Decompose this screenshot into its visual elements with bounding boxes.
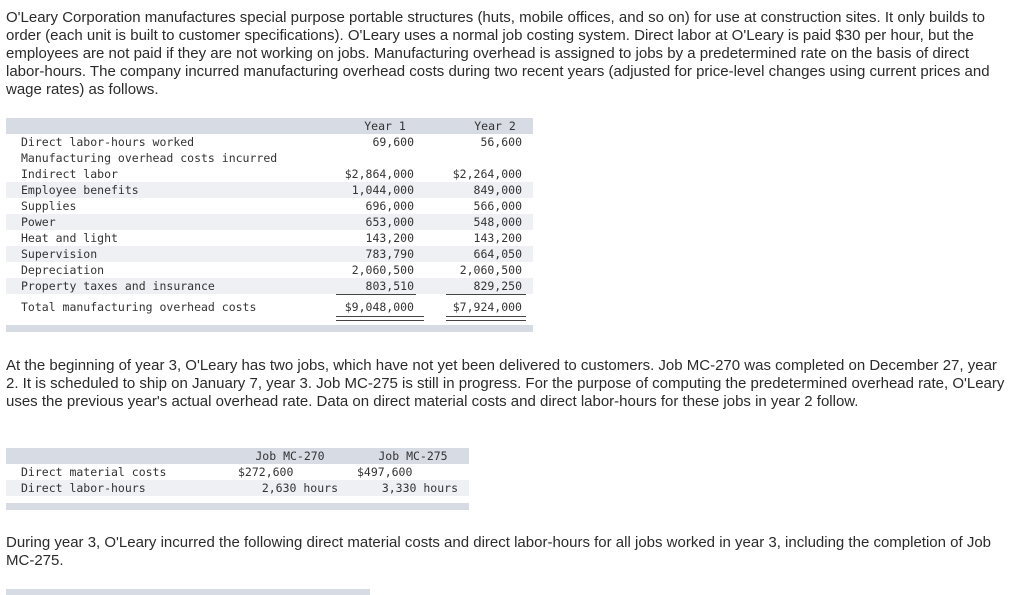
table-footer-band bbox=[6, 325, 533, 332]
cell-y2: 849,000 bbox=[473, 183, 522, 197]
cell-mc270: $272,600 bbox=[238, 465, 294, 479]
cell-y1: 696,000 bbox=[365, 199, 414, 213]
total-double-rule bbox=[336, 316, 424, 321]
row-label: Employee benefits bbox=[21, 183, 139, 197]
total-label: Total manufacturing overhead costs bbox=[21, 300, 257, 314]
next-table-band bbox=[6, 589, 370, 595]
year3-paragraph: During year 3, O'Leary incurred the following direct material costs and direct labor-hours for all jobs worked in year 3, including the completion of Job MC-275. bbox=[6, 534, 992, 569]
cell-dlh-y1: 69,600 bbox=[372, 135, 414, 149]
subtotal-rule bbox=[446, 294, 526, 295]
cell-y1: 143,200 bbox=[365, 231, 414, 245]
cell-mc275: $497,600 bbox=[357, 465, 413, 479]
row-label-dlh: Direct labor-hours worked bbox=[21, 135, 195, 149]
row-label: Direct material costs bbox=[21, 465, 167, 479]
cell-y1: 783,790 bbox=[365, 247, 414, 261]
subtotal-rule bbox=[336, 294, 416, 295]
row-label: Direct labor-hours bbox=[21, 481, 146, 495]
cell-y1: 653,000 bbox=[365, 215, 414, 229]
col-header-mc275: Job MC-275 bbox=[378, 449, 448, 463]
cell-y1: 1,044,000 bbox=[351, 183, 414, 197]
row-label: Depreciation bbox=[21, 263, 105, 277]
total-y2: $7,924,000 bbox=[452, 300, 522, 314]
cell-y1: $2,864,000 bbox=[344, 167, 414, 181]
cell-y2: 2,060,500 bbox=[459, 263, 522, 277]
cell-y2: 143,200 bbox=[473, 231, 522, 245]
total-double-rule bbox=[446, 316, 526, 321]
row-label: Property taxes and insurance bbox=[21, 279, 215, 293]
cell-y2: $2,264,000 bbox=[452, 167, 522, 181]
jobs-footer-band bbox=[6, 503, 469, 510]
cell-y2: 566,000 bbox=[473, 199, 522, 213]
row-label: Indirect labor bbox=[21, 167, 118, 181]
row-label: Supervision bbox=[21, 247, 98, 261]
col-header-year1: Year 1 bbox=[364, 119, 406, 133]
cell-y1: 803,510 bbox=[365, 279, 414, 293]
cell-dlh-y2: 56,600 bbox=[480, 135, 522, 149]
cell-y2: 664,050 bbox=[473, 247, 522, 261]
cell-mc275: 3,330 hours bbox=[381, 481, 458, 495]
row-label: Supplies bbox=[21, 199, 77, 213]
cell-y2: 548,000 bbox=[473, 215, 522, 229]
col-header-year2: Year 2 bbox=[474, 119, 516, 133]
row-label: Power bbox=[21, 215, 56, 229]
cell-y1: 2,060,500 bbox=[351, 263, 414, 277]
section-label: Manufacturing overhead costs incurred bbox=[21, 151, 278, 165]
cell-y2: 829,250 bbox=[473, 279, 522, 293]
intro-paragraph: O'Leary Corporation manufactures special purpose portable structures (huts, mobile offices, and so on) for use at construction sites. It only builds to order (each unit is built to customer specifications). O'Leary uses a normal job costing system. Direct labor at O'Leary is paid $30 per hour, but the employees are not paid if they are not working on jobs. Manufacturing overhead is assigned to jobs by a predetermined rate on the basis of direct labor-hours. The company incurred manufacturing overhead costs during two recent years (adjusted for price-level changes using current prices and wage rates) as follows. bbox=[6, 9, 990, 98]
col-header-mc270: Job MC-270 bbox=[255, 449, 325, 463]
cell-mc270: 2,630 hours bbox=[261, 481, 338, 495]
jobs-paragraph: At the beginning of year 3, O'Leary has two jobs, which have not yet been delivered to customers. Job MC-270 was completed on December 27, year 2. It is scheduled to ship on January 7, year 3. Job MC-275 is still in progress. For the purpose of computing the predetermined overhead rate, O'Leary uses the previous year's actual overhead rate. Data on direct material costs and direct labor-hours for these jobs in year 2 follow. bbox=[6, 357, 1005, 410]
total-y1: $9,048,000 bbox=[344, 300, 414, 314]
row-label: Heat and light bbox=[21, 231, 118, 245]
